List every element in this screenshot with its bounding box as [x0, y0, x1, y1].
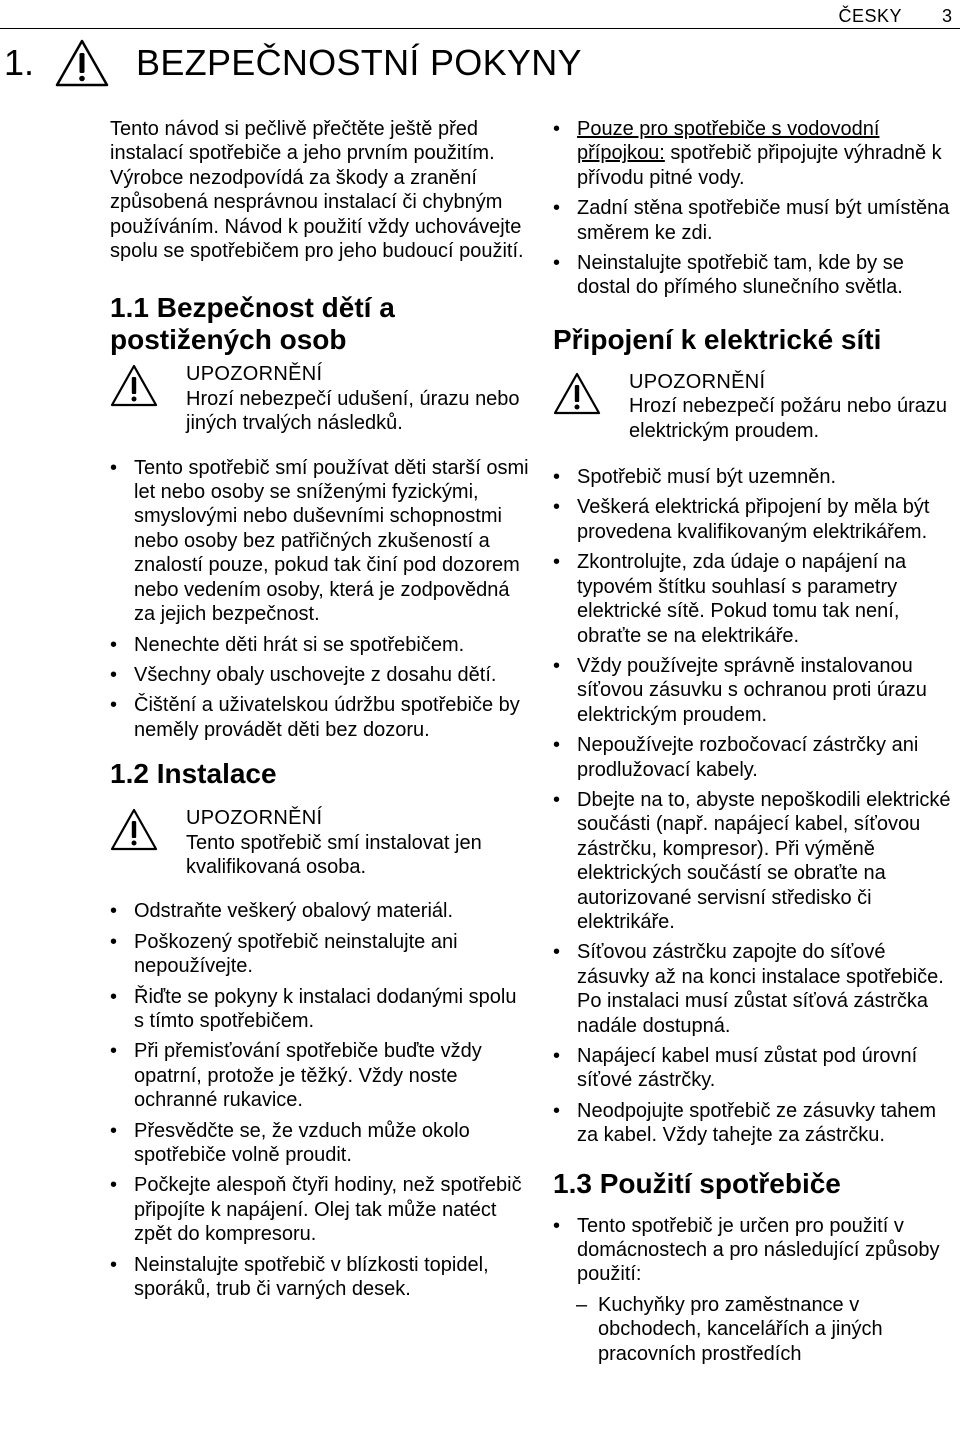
installation-list — [110, 899, 530, 1301]
list-item — [553, 117, 958, 190]
list-item: • Poškozený spotřebič neinstalujte ani nepoužívejte. — [110, 930, 530, 979]
list-item: • Všechny obaly uschovejte z dosahu dětí. — [110, 663, 530, 687]
list-item: • Přesvědčte se, že vzduch může okolo spotřebiče volně proudit. — [110, 1119, 530, 1168]
usage-list — [553, 1214, 958, 1287]
sub-list-item: – Kuchyňky pro zaměstnance v obchodech, kancelářích a jiných pracovních prostředích — [553, 1293, 958, 1366]
list-item: • Síťovou zástrčku zapojte do síťové zásuvky až na konci instalace spotřebiče. Po instalaci musí zůstat síťová zástrčka nadále dostupná. — [553, 940, 958, 1038]
warning-box — [110, 362, 530, 435]
water-connection-text: spotřebič připojujte výhradně k přívodu pitné vody. — [577, 142, 942, 189]
list-item: • Veškerá elektrická připojení by měla být provedena kvalifikovaným elektrikářem. — [553, 495, 958, 544]
section-number: 1.1 — [110, 292, 149, 324]
warning-title: UPOZORNĚNÍ — [629, 370, 766, 393]
right-column — [553, 117, 958, 1366]
list-item: • Dbejte na to, abyste nepoškodili elektrické součásti (např. napájecí kabel, síťovou zástrčku, kompresor). Při výměně elektrických součástí se obraťte na autorizované servisní středisko či elektrikáře. — [553, 788, 958, 934]
section-title: Instalace — [156, 758, 277, 790]
warning-text: Tento spotřebič smí instalovat jen kvalifikovaná osoba. — [186, 831, 482, 878]
warning-title: UPOZORNĚNÍ — [186, 363, 323, 386]
section-number: 1.3 — [553, 1167, 592, 1199]
list-item: • Nenechte děti hrát si se spotřebičem. — [110, 633, 530, 657]
warning-triangle-icon — [110, 808, 158, 852]
header-language: ČESKY — [838, 6, 902, 26]
section-1-3-heading — [553, 1168, 958, 1200]
children-safety-list — [110, 456, 530, 742]
warning-text: Hrozí nebezpečí požáru nebo úrazu elektrickým proudem. — [629, 395, 947, 442]
warning-title: UPOZORNĚNÍ — [186, 807, 323, 830]
usage-sub-list — [553, 1293, 958, 1366]
left-column — [110, 117, 530, 1307]
list-item: • Zkontrolujte, zda údaje o napájení na typovém štítku souhlasí s parametry elektrické sítě. Pokud tomu tak není, obraťte se na elektrikáře. — [553, 550, 958, 648]
warning-box — [553, 370, 958, 443]
list-item: • Řiďte se pokyny k instalaci dodanými spolu s tímto spotřebičem. — [110, 985, 530, 1034]
header-rule — [0, 28, 960, 29]
list-item: • Při přemisťování spotřebiče buďte vždy opatrní, protože je těžký. Vždy noste ochranné rukavice. — [110, 1039, 530, 1112]
list-item: • Tento spotřebič je určen pro použití v domácnostech a pro následující způsoby použití: — [553, 1214, 958, 1287]
list-item: • Čištění a uživatelskou údržbu spotřebiče by neměly provádět děti bez dozoru. — [110, 693, 530, 742]
list-item: • Zadní stěna spotřebiče musí být umístěna směrem ke zdi. — [553, 196, 958, 245]
chapter-title: BEZPEČNOSTNÍ POKYNY — [136, 42, 582, 83]
warning-box — [110, 806, 530, 879]
page-number: 3 — [941, 6, 952, 26]
list-item: • Tento spotřebič smí používat děti starší osmi let nebo osoby se sníženými fyzickými, smyslovými nebo duševními schopnostmi nebo osoby bez patřičných zkušeností a znalostí pouze, pokud tak činí pod dozorem nebo vedením osoby, která je zodpovědná za jejich bezpečnost. — [110, 456, 530, 627]
warning-triangle-icon — [110, 364, 158, 408]
section-1-1-heading — [110, 292, 530, 356]
list-item: • Neinstalujte spotřebič tam, kde by se dostal do přímého slunečního světla. — [553, 251, 958, 300]
section-title: Bezpečnost dětí a postižených osob — [110, 292, 395, 356]
chapter-heading — [4, 38, 582, 88]
section-number: 1.2 — [110, 758, 149, 790]
list-item: • Neodpojujte spotřebič ze zásuvky tahem za kabel. Vždy tahejte za zástrčku. — [553, 1099, 958, 1148]
warning-triangle-icon — [553, 372, 601, 416]
electrical-list — [553, 465, 958, 1148]
chapter-number: 1. — [4, 42, 35, 83]
list-item: • Odstraňte veškerý obalový materiál. — [110, 899, 530, 923]
list-item: • Počkejte alespoň čtyři hodiny, než spotřebič připojíte k napájení. Olej tak může natéct zpět do kompresoru. — [110, 1173, 530, 1246]
section-title: Použití spotřebiče — [599, 1167, 841, 1199]
intro-paragraph: Tento návod si pečlivě přečtěte ještě před instalací spotřebiče a jeho prvním použitím. Výrobce nezodpovídá za škody a zranění způsobená nesprávnou instalací či chybným používáním. Návod k použití vždy uchovávejte spolu se spotřebičem pro jeho budoucí použití. — [110, 118, 524, 263]
electrical-heading: Připojení k elektrické síti — [553, 323, 882, 355]
list-item: • Vždy používejte správně instalovanou síťovou zásuvku s ochranou proti úrazu elektrickým proudem. — [553, 654, 958, 727]
warning-text: Hrozí nebezpečí udušení, úrazu nebo jiných trvalých následků. — [186, 387, 520, 435]
installation-list-continued — [553, 117, 958, 300]
list-item: • Neinstalujte spotřebič v blízkosti topidel, sporáků, trub či varných desek. — [110, 1253, 530, 1302]
list-item: • Spotřebič musí být uzemněn. — [553, 465, 958, 489]
water-connection-label: Pouze pro spotřebiče s vodovodní přípojkou: — [577, 118, 880, 165]
section-1-2-heading — [110, 758, 530, 790]
warning-triangle-icon — [54, 38, 110, 88]
list-item: • Napájecí kabel musí zůstat pod úrovní síťové zástrčky. — [553, 1044, 958, 1093]
list-item: • Nepoužívejte rozbočovací zástrčky ani prodlužovací kabely. — [553, 733, 958, 782]
